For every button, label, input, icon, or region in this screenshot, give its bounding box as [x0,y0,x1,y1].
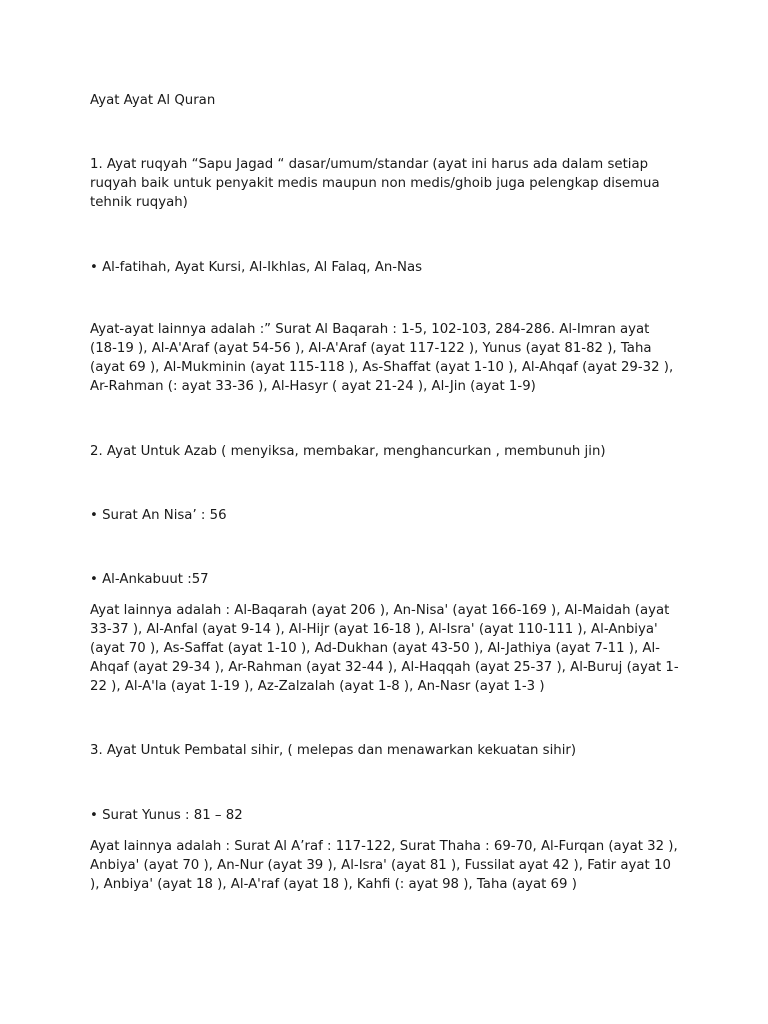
section-3-bullet: • Surat Yunus : 81 – 82 [90,808,243,823]
section-2-bullet-1: • Surat An Nisa’ : 56 [90,508,227,523]
section-2-other-verses: Ayat lainnya adalah : Al-Baqarah (ayat 206 ), An-Nisa' (ayat 166-169 ), Al-Maidah (ayat 33-37 ), Al-Anfal (ayat 9-14 ), Al-Hijr (ayat 16-18 ), Al-Isra' (ayat 110-111 ), Al-Anbiya' (ayat 70 ), As-Saffat (ayat 1-10 ), Ad-Dukhan (ayat 43-50 ), Al-Jathiya (ayat 7-11 ), Al-Ahqaf (ayat 29-34 ), Ar-Rahman (ayat 32-44 ), Al-Haqqah (ayat 25-37 ), Al-Buruj (ayat 1-22 ), Al-A'la (ayat 1-19 ), Az-Zalzalah (ayat 1-8 ), An-Nasr (ayat 1-3 ) [90,603,679,694]
section-1-heading: 1. Ayat ruqyah “Sapu Jagad “ dasar/umum/standar (ayat ini harus ada dalam setiap ruqyah baik untuk penyakit medis maupun non medis/ghoib juga pelengkap disemua tehnik ruqyah) [90,157,660,210]
document-title: Ayat Ayat Al Quran [90,93,216,108]
section-2-bullet-2: • Al-Ankabuut :57 [90,572,209,587]
section-3-other-verses: Ayat lainnya adalah : Surat Al A’raf : 117-122, Surat Thaha : 69-70, Al-Furqan (ayat 32 ), Anbiya' (ayat 70 ), An-Nur (ayat 39 ), Al-Isra' (ayat 81 ), Fussilat ayat 42 ), Fatir ayat 10 ), Anbiya' (ayat 18 ), Al-A'raf (ayat 18 ), Kahfi (: ayat 98 ), Taha (ayat 69 ) [90,839,678,892]
section-1-other-verses: Ayat-ayat lainnya adalah :” Surat Al Baqarah : 1-5, 102-103, 284-286. Al-Imran ayat (18-19 ), Al-A'Araf (ayat 54-56 ), Al-A'Araf (ayat 117-122 ), Yunus (ayat 81-82 ), Taha (ayat 69 ), Al-Mukminin (ayat 115-118 ), As-Shaffat (ayat 1-10 ), Al-Ahqaf (ayat 29-32 ), Ar-Rahman (: ayat 33-36 ), Al-Hasyr ( ayat 21-24 ), Al-Jin (ayat 1-9) [90,322,674,394]
section-1-bullet: • Al-fatihah, Ayat Kursi, Al-Ikhlas, Al Falaq, An-Nas [90,260,423,275]
section-2-heading: 2. Ayat Untuk Azab ( menyiksa, membakar, menghancurkan , membunuh jin) [90,444,606,459]
section-3-heading: 3. Ayat Untuk Pembatal sihir, ( melepas dan menawarkan kekuatan sihir) [90,743,577,758]
